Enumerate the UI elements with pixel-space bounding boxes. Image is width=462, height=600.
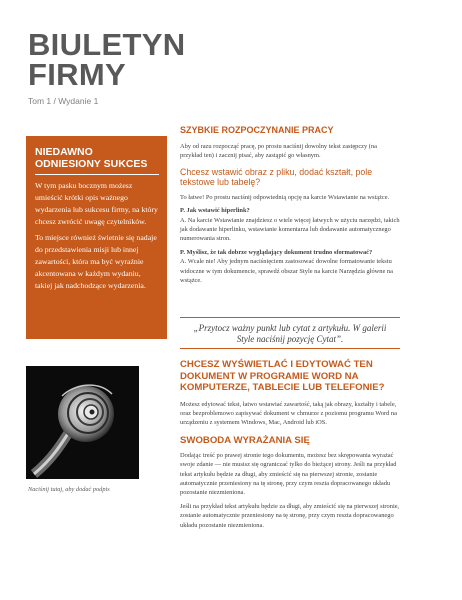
faq-question: P. Myślisz, że tak dobrze wyglądający dokument trudno sformatować?	[180, 248, 373, 256]
faq-answer: A. Na karcie Wstawianie znajdziesz o wiele więcej łatwych w użyciu narzędzi, takich jak dodawanie hiperlinku, wstawianie komentarza lub dodawanie automatycznego numerowania stron.	[180, 216, 400, 243]
sidebar-divider	[35, 174, 159, 175]
violin-scroll-photo[interactable]	[26, 366, 139, 479]
newsletter-title	[28, 27, 228, 92]
faq-answer: A. Wcale nie! Aby jednym naciśnięciem zastosować dowolne formatowanie tekstu widoczne w tym dokumencie, sprawdź obszar Style na karcie Narzędzia główne na wstążce.	[180, 258, 393, 285]
sidebar-box	[26, 136, 167, 339]
body-text: To łatwe! Po prostu naciśnij odpowiednią opcję na karcie Wstawianie na wstążce.	[180, 193, 390, 201]
subheading: Chcesz wstawić obraz z pliku, dodać kształt, pole tekstowe lub tabelę?	[180, 166, 373, 187]
issue-label: Tom 1 / Wydanie 1	[28, 96, 99, 106]
faq-question: P. Jak wstawić hiperlink?	[180, 207, 250, 215]
section-heading: CHCESZ WYŚWIETLAĆ I EDYTOWAĆ TEN DOKUMENT W PROGRAMIE WORD NA KOMPUTERZE, TABLECIE LUB TELEFONIE?	[180, 359, 385, 393]
sidebar-title: NIEDAWNO ODNIESIONY SUKCES	[35, 146, 148, 170]
body-text: Możesz edytować tekst, łatwo wstawiać zawartość, taką jak obrazy, kształty i tabele, oraz bezproblemowo zapisywać dokument w chmurze z poziomu programu Word na urządzeniu z systemem Windows, Mac, Android lub iOS.	[180, 400, 397, 427]
photo-caption[interactable]: Naciśnij tutaj, aby dodać podpis	[28, 486, 110, 493]
section-heading: SWOBODA WYRAŻANIA SIĘ	[180, 434, 310, 446]
main-column-bottom	[180, 359, 405, 534]
body-text: Dodając treść po prawej stronie tego dokumentu, możesz bez skrępowania wyrażać swoje zdanie — nie musisz się ograniczać tylko do bieżącej strony. Jeśli na przykład tekst artykułu będzie za długi, aby zmieścić się na pierwszej stronie, zostanie automatycznie przeniesiony na tę stronę, przy czym reszta dopracowanego układu pozostanie niezmieniona.	[180, 451, 397, 497]
sidebar-paragraph: To miejsce również świetnie się nadaje do przedstawienia misji lub innej zawartości, która ma być wyraźnie akcentowana w każdym wydaniu, takiej jak nadchodzące wydarzenia.	[35, 233, 157, 290]
main-column-top	[180, 124, 400, 289]
section-heading: SZYBKIE ROZPOCZYNANIE PRACY	[180, 125, 334, 135]
title-line-2: FIRMY	[28, 57, 126, 92]
faq-item	[180, 206, 400, 244]
pull-quote	[180, 317, 400, 349]
body-text: Jeśli na przykład tekst artykułu będzie za długi, aby zmieścić się na pierwszej stronie, zostanie automatycznie przeniesiony na tę stronę, przy czym reszta dopracowanego układu pozostanie niezmieniona.	[180, 502, 400, 529]
violin-scroll-image	[26, 366, 139, 479]
sidebar-paragraph: W tym pasku bocznym możesz umieścić krótki opis ważnego wydarzenia lub sukcesu firmy, na który chcesz zwrócić uwagę czytelników.	[35, 181, 158, 226]
body-text: Aby od razu rozpocząć pracę, po prostu naciśnij dowolny tekst zastępczy (na przykład ten) i zacznij pisać, aby zastąpić go własnym.	[180, 143, 377, 160]
quote-text: „Przytocz ważny punkt lub cytat z artykułu. W galerii Style naciśnij pozycję Cytat”.	[193, 323, 387, 344]
faq-item	[180, 248, 400, 286]
title-line-1: BIULETYN	[28, 27, 186, 62]
quote-bottom-rule	[180, 348, 400, 349]
